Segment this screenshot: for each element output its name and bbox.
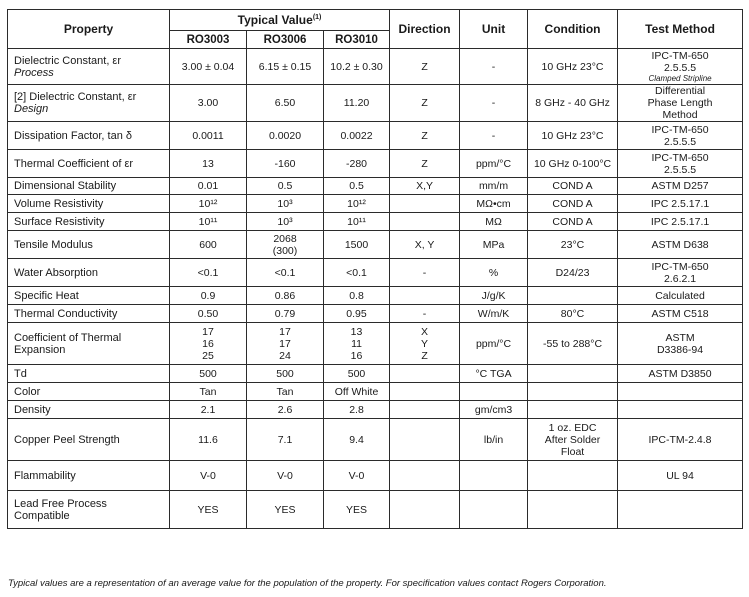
value-ro3003: <0.1 xyxy=(170,259,247,287)
value-ro3006: 6.15 ± 0.15 xyxy=(247,49,324,85)
test-method-line: 2.5.5.5 xyxy=(663,163,697,176)
direction-cell xyxy=(390,383,460,401)
property-name-line: Copper Peel Strength xyxy=(14,433,120,446)
value-ro3006: 10³ xyxy=(247,195,324,213)
property-name xyxy=(8,287,170,305)
property-name-line: Thermal Conductivity xyxy=(14,307,118,320)
table-row xyxy=(8,365,743,383)
table-row xyxy=(8,323,743,365)
test-method-line: IPC-TM-650 xyxy=(651,151,709,164)
test-method-line: 2.5.5.5 xyxy=(663,135,697,148)
table-row xyxy=(8,231,743,259)
value-ro3003: 0.01 xyxy=(170,178,247,195)
value-ro3010-line: 13 xyxy=(350,325,363,338)
table-row xyxy=(8,287,743,305)
test-method-cell xyxy=(618,49,743,85)
property-name xyxy=(8,178,170,195)
property-name-line: Thermal Coefficient of εr xyxy=(14,157,134,170)
condition-cell xyxy=(528,287,618,305)
condition-cell: -55 to 288°C xyxy=(528,323,618,365)
value-ro3010: 0.95 xyxy=(324,305,390,323)
unit-cell: mm/m xyxy=(460,178,528,195)
test-method-line: ASTM C518 xyxy=(651,307,709,320)
value-ro3010: 0.5 xyxy=(324,178,390,195)
value-ro3006: 0.86 xyxy=(247,287,324,305)
condition-cell xyxy=(528,365,618,383)
test-method-line: IPC-TM-650 xyxy=(651,260,709,273)
value-ro3010: 0.0022 xyxy=(324,122,390,150)
value-ro3003-line: 25 xyxy=(202,349,214,362)
property-name-line: Td xyxy=(14,367,27,380)
unit-cell: gm/cm3 xyxy=(460,401,528,419)
test-method-line: Method xyxy=(662,109,698,121)
value-ro3006: 0.79 xyxy=(247,305,324,323)
unit-cell: MPa xyxy=(460,231,528,259)
header-condition: Condition xyxy=(528,10,618,49)
properties-table xyxy=(7,9,743,529)
value-ro3010: 9.4 xyxy=(324,419,390,461)
direction-cell: Z xyxy=(390,85,460,122)
property-name-line: Tensile Modulus xyxy=(14,238,93,251)
direction-cell: Z xyxy=(390,150,460,178)
value-ro3010 xyxy=(324,323,390,365)
value-ro3010: 11.20 xyxy=(324,85,390,122)
value-ro3006: 10³ xyxy=(247,213,324,231)
table-row xyxy=(8,419,743,461)
value-ro3003: 13 xyxy=(170,150,247,178)
test-method-line: ASTM xyxy=(665,331,695,344)
value-ro3003: 500 xyxy=(170,365,247,383)
value-ro3006: 0.5 xyxy=(247,178,324,195)
header-test-method: Test Method xyxy=(618,10,743,49)
table-row xyxy=(8,85,743,122)
direction-cell xyxy=(390,401,460,419)
condition-cell xyxy=(528,383,618,401)
property-name xyxy=(8,401,170,419)
value-ro3006-line: (300) xyxy=(272,244,298,257)
property-name xyxy=(8,323,170,365)
condition-cell: 8 GHz - 40 GHz xyxy=(528,85,618,122)
value-ro3006: -160 xyxy=(247,150,324,178)
unit-cell: W/m/K xyxy=(460,305,528,323)
unit-cell: % xyxy=(460,259,528,287)
table-row xyxy=(8,49,743,85)
value-ro3010: 0.8 xyxy=(324,287,390,305)
unit-cell: - xyxy=(460,122,528,150)
unit-cell: °C TGA xyxy=(460,365,528,383)
test-method-cell xyxy=(618,305,743,323)
direction-cell: Z xyxy=(390,49,460,85)
unit-cell xyxy=(460,491,528,529)
test-method-cell xyxy=(618,231,743,259)
condition-cell: 10 GHz 0-100°C xyxy=(528,150,618,178)
header-unit: Unit xyxy=(460,10,528,49)
value-ro3006: Tan xyxy=(247,383,324,401)
direction-cell xyxy=(390,323,460,365)
value-ro3006: 0.0020 xyxy=(247,122,324,150)
value-ro3003: YES xyxy=(170,491,247,529)
table-row xyxy=(8,259,743,287)
footnote: Typical values are a representation of an average value for the population of the property. For specification values contact Rogers Corporation. xyxy=(8,578,607,589)
test-method-cell xyxy=(618,461,743,491)
test-method-line: 2.5.5.5 xyxy=(663,62,697,74)
test-method-cell xyxy=(618,122,743,150)
test-method-line: D3386-94 xyxy=(656,343,704,356)
test-method-cell xyxy=(618,323,743,365)
property-name-line: Dimensional Stability xyxy=(14,180,117,192)
test-method-cell xyxy=(618,491,743,529)
condition-cell-line: After Solder xyxy=(544,433,601,446)
property-name-line: Dielectric Constant, εr xyxy=(14,54,121,67)
condition-cell xyxy=(528,461,618,491)
value-ro3006 xyxy=(247,231,324,259)
value-ro3003: 11.6 xyxy=(170,419,247,461)
condition-cell xyxy=(528,401,618,419)
table-body xyxy=(8,49,743,529)
direction-cell xyxy=(390,365,460,383)
property-name-line: Coefficient of Thermal xyxy=(14,331,122,344)
condition-cell: D24/23 xyxy=(528,259,618,287)
property-name-line: Water Absorption xyxy=(14,266,98,279)
table-row xyxy=(8,383,743,401)
unit-cell: ppm/°C xyxy=(460,150,528,178)
test-method-line: Differential xyxy=(655,85,706,97)
value-ro3003-line: 16 xyxy=(202,337,214,350)
table-row xyxy=(8,461,743,491)
header-ro3003: RO3003 xyxy=(170,31,247,49)
unit-cell: - xyxy=(460,49,528,85)
table-row xyxy=(8,122,743,150)
value-ro3010: 500 xyxy=(324,365,390,383)
condition-cell: COND A xyxy=(528,195,618,213)
property-name-line: Process xyxy=(14,66,54,79)
test-method-line: IPC 2.5.17.1 xyxy=(650,197,710,210)
value-ro3010: Off White xyxy=(324,383,390,401)
direction-cell: - xyxy=(390,305,460,323)
direction-cell xyxy=(390,461,460,491)
table-row xyxy=(8,213,743,231)
condition-cell: COND A xyxy=(528,213,618,231)
test-method-line: IPC-TM-2.4.8 xyxy=(648,433,712,446)
value-ro3003: 2.1 xyxy=(170,401,247,419)
unit-cell: J/g/K xyxy=(460,287,528,305)
value-ro3010: 2.8 xyxy=(324,401,390,419)
unit-cell: MΩ•cm xyxy=(460,195,528,213)
property-name-line: Expansion xyxy=(14,343,66,356)
value-ro3006 xyxy=(247,323,324,365)
property-name xyxy=(8,491,170,529)
value-ro3010: V-0 xyxy=(324,461,390,491)
value-ro3010: 1500 xyxy=(324,231,390,259)
value-ro3006-line: 24 xyxy=(279,349,291,362)
test-method-cell xyxy=(618,419,743,461)
test-method-cell xyxy=(618,287,743,305)
test-method-line: IPC-TM-650 xyxy=(651,50,709,62)
property-name-line: Design xyxy=(14,103,49,115)
property-name xyxy=(8,461,170,491)
direction-cell-line: X xyxy=(421,325,429,338)
property-name-line: Surface Resistivity xyxy=(14,215,105,228)
unit-cell: ppm/°C xyxy=(460,323,528,365)
table-row xyxy=(8,150,743,178)
test-method-line: ASTM D3850 xyxy=(648,367,712,380)
direction-cell xyxy=(390,195,460,213)
value-ro3006-line: 17 xyxy=(279,325,291,338)
condition-cell: 80°C xyxy=(528,305,618,323)
test-method-line: IPC-TM-650 xyxy=(651,123,709,136)
value-ro3006-line: 2068 xyxy=(273,232,297,245)
property-name xyxy=(8,195,170,213)
direction-cell-line: Y xyxy=(421,337,429,350)
direction-cell xyxy=(390,287,460,305)
test-method-line: UL 94 xyxy=(666,469,694,482)
property-name xyxy=(8,213,170,231)
property-name xyxy=(8,49,170,85)
value-ro3003: Tan xyxy=(170,383,247,401)
property-name xyxy=(8,122,170,150)
unit-cell: MΩ xyxy=(460,213,528,231)
value-ro3010: -280 xyxy=(324,150,390,178)
value-ro3010: YES xyxy=(324,491,390,529)
table-row xyxy=(8,305,743,323)
header-ro3010: RO3010 xyxy=(324,31,390,49)
test-method-note: Clamped Stripline xyxy=(648,74,712,83)
value-ro3006: 2.6 xyxy=(247,401,324,419)
value-ro3003: 10¹¹ xyxy=(170,213,247,231)
test-method-cell xyxy=(618,259,743,287)
condition-cell: COND A xyxy=(528,178,618,195)
property-name xyxy=(8,365,170,383)
value-ro3010: 10¹² xyxy=(324,195,390,213)
table-row xyxy=(8,491,743,529)
direction-cell xyxy=(390,213,460,231)
property-name-line: Flammability xyxy=(14,469,76,482)
value-ro3010-line: 16 xyxy=(350,349,363,362)
value-ro3003: 0.9 xyxy=(170,287,247,305)
test-method-line: ASTM D638 xyxy=(651,238,709,251)
value-ro3006: 6.50 xyxy=(247,85,324,122)
value-ro3006: V-0 xyxy=(247,461,324,491)
condition-cell xyxy=(528,491,618,529)
header-typical-value: Typical Value$^{(1)}$ xyxy=(170,10,390,31)
property-name xyxy=(8,419,170,461)
property-name-line: Dissipation Factor, tan δ xyxy=(14,129,133,142)
test-method-line: Phase Length xyxy=(647,97,713,109)
direction-cell: X, Y xyxy=(390,231,460,259)
value-ro3010-line: 11 xyxy=(351,337,362,350)
value-ro3010: <0.1 xyxy=(324,259,390,287)
direction-cell: - xyxy=(390,259,460,287)
header-direction: Direction xyxy=(390,10,460,49)
test-method-cell xyxy=(618,85,743,122)
property-name-line: Density xyxy=(14,403,51,416)
test-method-cell xyxy=(618,150,743,178)
header-property: Property xyxy=(8,10,170,49)
property-name-line: Lead Free Process xyxy=(14,497,107,510)
test-method-cell xyxy=(618,213,743,231)
unit-cell: lb/in xyxy=(460,419,528,461)
direction-cell xyxy=(390,419,460,461)
condition-cell: 10 GHz 23°C xyxy=(528,49,618,85)
value-ro3006: YES xyxy=(247,491,324,529)
value-ro3003: 10¹² xyxy=(170,195,247,213)
direction-cell: Z xyxy=(390,122,460,150)
test-method-cell xyxy=(618,383,743,401)
test-method-cell xyxy=(618,365,743,383)
condition-cell: 10 GHz 23°C xyxy=(528,122,618,150)
property-name xyxy=(8,231,170,259)
property-name xyxy=(8,259,170,287)
condition-cell xyxy=(528,419,618,461)
table-row xyxy=(8,401,743,419)
test-method-line: Calculated xyxy=(655,289,705,302)
property-name-line: [2] Dielectric Constant, εr xyxy=(14,91,137,103)
property-name xyxy=(8,85,170,122)
test-method-cell xyxy=(618,178,743,195)
condition-cell: 23°C xyxy=(528,231,618,259)
value-ro3006-line: 17 xyxy=(279,337,291,350)
property-name-line: Specific Heat xyxy=(14,289,79,302)
property-name-line: Color xyxy=(14,385,41,398)
value-ro3006: 7.1 xyxy=(247,419,324,461)
value-ro3003: 600 xyxy=(170,231,247,259)
value-ro3003: 0.0011 xyxy=(170,122,247,150)
property-name xyxy=(8,150,170,178)
value-ro3010: 10.2 ± 0.30 xyxy=(324,49,390,85)
property-name xyxy=(8,305,170,323)
property-name xyxy=(8,383,170,401)
value-ro3003 xyxy=(170,323,247,365)
condition-cell-line: Float xyxy=(560,445,585,458)
value-ro3003: 0.50 xyxy=(170,305,247,323)
header-ro3006: RO3006 xyxy=(247,31,324,49)
unit-cell xyxy=(460,383,528,401)
direction-cell: X,Y xyxy=(390,178,460,195)
table-row xyxy=(8,195,743,213)
unit-cell xyxy=(460,461,528,491)
condition-cell-line: 1 oz. EDC xyxy=(548,421,597,434)
test-method-cell xyxy=(618,401,743,419)
table-row xyxy=(8,178,743,195)
direction-cell-line: Z xyxy=(421,349,428,362)
test-method-cell xyxy=(618,195,743,213)
test-method-line: 2.6.2.1 xyxy=(663,272,697,285)
value-ro3010: 10¹¹ xyxy=(324,213,390,231)
value-ro3006: 500 xyxy=(247,365,324,383)
value-ro3003: 3.00 xyxy=(170,85,247,122)
value-ro3003: 3.00 ± 0.04 xyxy=(170,49,247,85)
value-ro3003: V-0 xyxy=(170,461,247,491)
property-name-line: Compatible xyxy=(14,509,70,522)
properties-sheet xyxy=(7,9,742,529)
direction-cell xyxy=(390,491,460,529)
unit-cell: - xyxy=(460,85,528,122)
typical-value-footnote-ref: (1) xyxy=(312,14,322,21)
value-ro3003-line: 17 xyxy=(202,325,214,338)
property-name-line: Volume Resistivity xyxy=(14,197,104,210)
test-method-line: ASTM D257 xyxy=(651,180,709,192)
test-method-line: IPC 2.5.17.1 xyxy=(650,215,710,228)
value-ro3006: <0.1 xyxy=(247,259,324,287)
